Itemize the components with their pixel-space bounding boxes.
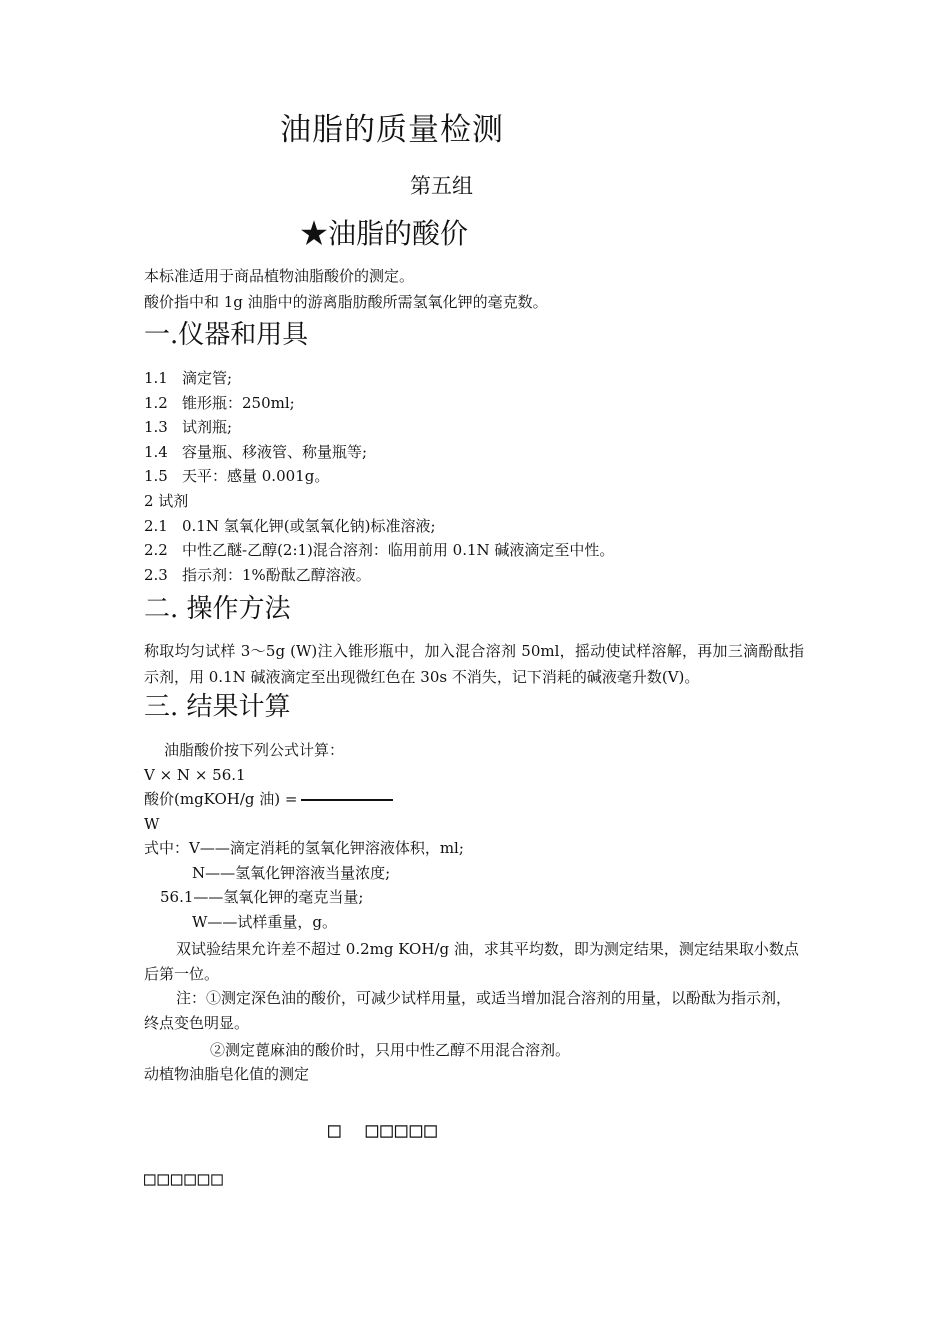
heading-calculation: 三. 结果计算 xyxy=(144,692,291,722)
list-item: 1.2 锥形瓶：250ml; xyxy=(144,393,295,412)
instrument-list xyxy=(144,366,614,587)
formula-line: 酸价(mgKOH/g 油) = xyxy=(144,787,464,812)
list-item: 1.3 试剂瓶; xyxy=(144,418,233,437)
procedure-paragraph: 称取均匀试样 3～5g (W)注入锥形瓶中，加入混合溶剂 50ml，摇动使试样溶解，再加三滴酚酞指示剂，用 0.1N 碱液滴定至出现微红色在 30s 不消失，记下消耗的碱液毫升数(V)。 xyxy=(144,642,804,686)
list-item: 1.4 容量瓶、移液管、称量瓶等; xyxy=(144,442,368,461)
list-item: 2 试剂 xyxy=(144,491,189,510)
variable-v: 式中：V——滴定消耗的氢氧化钾溶液体积，ml; xyxy=(144,839,464,857)
calculation-block xyxy=(144,738,464,934)
variable-561: 56.1——氢氧化钾的毫克当量; xyxy=(160,888,364,906)
variable-n: N——氢氧化钾溶液当量浓度; xyxy=(192,863,391,882)
garbled-heading: □ □□□□□ xyxy=(328,1118,439,1142)
list-item: 2.1 0.1N 氢氧化钾(或氢氧化钠)标准溶液; xyxy=(144,516,436,535)
intro-scope: 本标准适用于商品植物油脂酸价的测定。 xyxy=(144,267,415,285)
list-item: 2.2 中性乙醚-乙醇(2:1)混合溶剂：临用前用 0.1N 碱液滴定至中性。 xyxy=(144,541,615,560)
list-item: 1.1 滴定管; xyxy=(144,369,233,387)
next-section-title: 动植物油脂皂化值的测定 xyxy=(144,1065,310,1083)
section-title-acid-value: ★油脂的酸价 xyxy=(300,217,469,250)
heading-instruments: 一.仪器和用具 xyxy=(144,320,309,350)
formula-intro: 油脂酸价按下列公式计算： xyxy=(164,741,345,759)
result-paragraph: 双试验结果允许差不超过 0.2mg KOH/g 油，求其平均数，即为测定结果，测定结果取小数点后第一位。 xyxy=(144,940,799,983)
document-title: 油脂的质量检测 xyxy=(280,112,504,148)
heading-procedure: 二. 操作方法 xyxy=(144,594,291,624)
fraction-bar xyxy=(301,799,393,801)
group-label: 第五组 xyxy=(410,174,473,198)
list-item: 2.3 指示剂：1%酚酞乙醇溶液。 xyxy=(144,565,371,584)
list-item: 1.5 天平：感量 0.001g。 xyxy=(144,467,330,486)
formula-denominator: W xyxy=(144,814,160,833)
note-1: 注：①测定深色油的酸价，可减少试样用量，或适当增加混合溶剂的用量，以酚酞为指示剂，终点变色明显。 xyxy=(144,989,792,1032)
variable-w: W——试样重量，g。 xyxy=(192,912,338,931)
intro-definition: 酸价指中和 1g 油脂中的游离脂肪酸所需氢氧化钾的毫克数。 xyxy=(144,293,548,311)
formula-numerator: V × N × 56.1 xyxy=(144,765,246,784)
note-2: ②测定蓖麻油的酸价时，只用中性乙醇不用混合溶剂。 xyxy=(210,1041,571,1059)
garbled-line: □□□□□□ xyxy=(144,1168,225,1190)
